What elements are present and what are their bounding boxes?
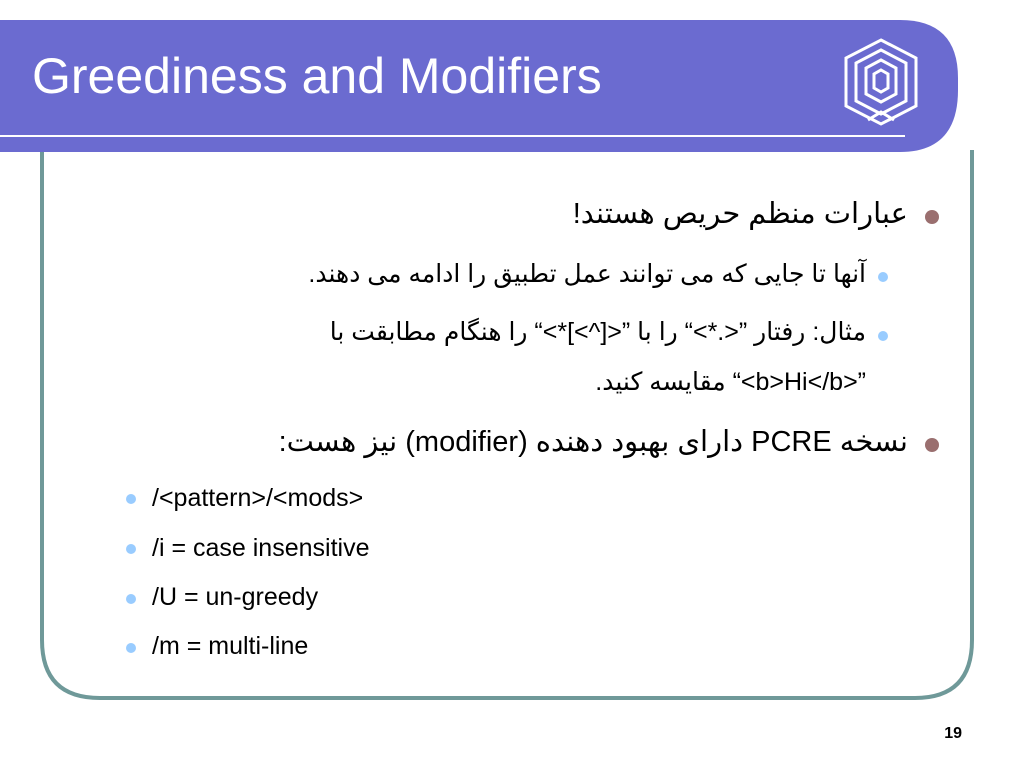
sub-bullet-icon <box>126 544 136 554</box>
sub-bullet-icon <box>126 643 136 653</box>
item1-sub1-text: آنها تا جایی که می توانند عمل تطبیق را ادامه می دهند. <box>308 260 866 288</box>
slide-title: Greediness and Modifiers <box>32 48 602 104</box>
sub-bullet-icon <box>878 272 888 282</box>
bullet-icon <box>925 210 939 224</box>
modifier-item: /U = un-greedy <box>152 583 319 611</box>
item2-text: نسخه PCRE دارای بهبود دهنده (modifier) نیز هست: <box>278 426 908 458</box>
bullet-icon <box>925 438 939 452</box>
item1-text: عبارات منظم حریص هستند! <box>572 198 908 230</box>
sub-bullet-icon <box>126 494 136 504</box>
modifier-item: /<pattern>/<mods> <box>152 484 364 512</box>
page-number: 19 <box>944 725 962 742</box>
modifier-item: /m = multi-line <box>152 632 309 660</box>
university-emblem-icon <box>838 36 924 128</box>
item1-sub2-line1-text: مثال: رفتار ”<.*>“ را با ”<[^>]*>“ را هنگام مطابقت با <box>329 318 866 346</box>
item1-sub2-line2-text: ”<b>Hi</b>“ مقایسه کنید. <box>595 368 866 396</box>
sub-bullet-icon <box>126 594 136 604</box>
sub-bullet-icon <box>878 331 888 341</box>
modifier-item: /i = case insensitive <box>152 534 370 562</box>
